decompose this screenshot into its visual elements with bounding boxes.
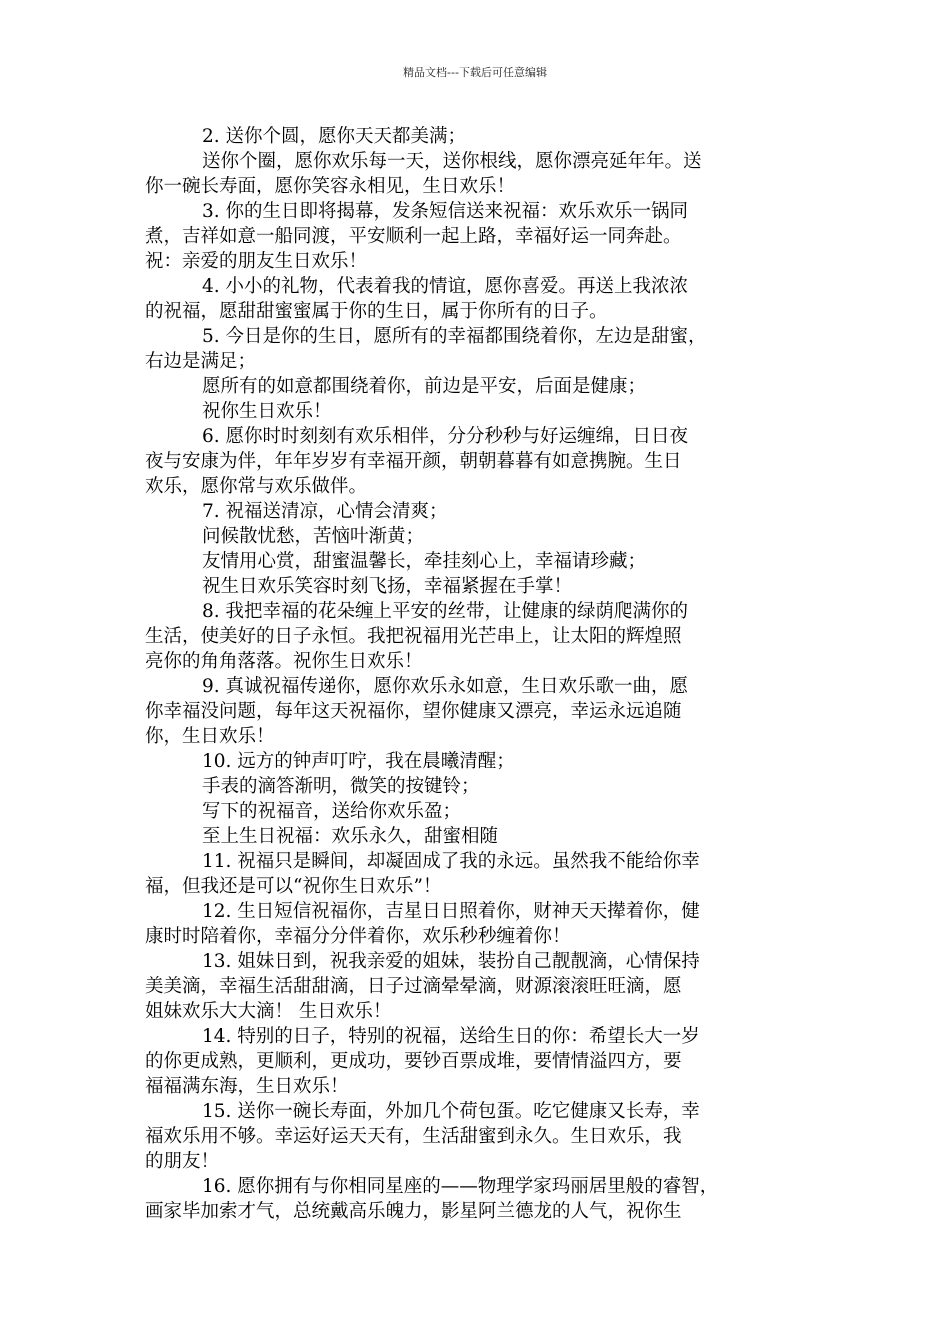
text-line: 16. 愿你拥有与你相同星座的——物理学家玛丽居里般的睿智， xyxy=(202,1176,719,1197)
text-line: 送你个圈，愿你欢乐每一天，送你根线，愿你漂亮延年年。送 xyxy=(202,151,702,172)
text-line: 姐妹欢乐大大滴！ 生日欢乐！ xyxy=(145,1001,392,1022)
text-line: 写下的祝福音，送给你欢乐盈； xyxy=(202,801,462,822)
text-line: 康时时陪着你，幸福分分伴着你，欢乐秒秒缠着你！ xyxy=(145,926,571,947)
text-line: 的你更成熟，更顺利，更成功，要钞百票成堆，要情情溢四方，要 xyxy=(145,1051,682,1072)
text-line: 福，但我还是可以“祝你生日欢乐”！ xyxy=(145,876,442,897)
text-line: 手表的滴答渐明，微笑的按键铃； xyxy=(202,776,480,797)
text-line: 你，生日欢乐！ xyxy=(145,726,275,747)
text-line: 的朋友！ xyxy=(145,1151,220,1172)
text-line: 7. 祝福送清凉，心情会清爽； xyxy=(202,501,448,522)
text-line: 5. 今日是你的生日，愿所有的幸福都围绕着你，左边是甜蜜， xyxy=(202,326,707,347)
text-line: 右边是满足； xyxy=(145,351,257,372)
text-line: 13. 姐妹日到，祝我亲爱的姐妹，装扮自己靓靓滴，心情保持 xyxy=(202,951,700,972)
text-line: 14. 特别的日子，特别的祝福，送给生日的你：希望长大一岁 xyxy=(202,1026,700,1047)
text-line: 4. 小小的礼物，代表着我的情谊，愿你喜爱。再送上我浓浓 xyxy=(202,276,689,297)
text-line: 15. 送你一碗长寿面，外加几个荷包蛋。吃它健康又长寿，幸 xyxy=(202,1101,700,1122)
text-line: 愿所有的如意都围绕着你，前边是平安，后面是健康； xyxy=(202,376,647,397)
text-line: 你一碗长寿面，愿你笑容永相见，生日欢乐！ xyxy=(145,176,516,197)
text-line: 6. 愿你时时刻刻有欢乐相伴，分分秒秒与好运缠绵，日日夜 xyxy=(202,426,689,447)
text-line: 欢乐，愿你常与欢乐做伴。 xyxy=(145,476,368,497)
text-line: 亮你的角角落落。祝你生日欢乐！ xyxy=(145,651,423,672)
document-body xyxy=(145,124,825,1224)
text-line: 画家毕加索才气，总统戴高乐魄力，影星阿兰德龙的人气，祝你生 xyxy=(145,1201,682,1222)
text-line: 8. 我把幸福的花朵缠上平安的丝带，让健康的绿荫爬满你的 xyxy=(202,601,689,622)
text-line: 福福满东海，生日欢乐！ xyxy=(145,1076,349,1097)
text-line: 祝：亲爱的朋友生日欢乐！ xyxy=(145,251,368,272)
text-line: 9. 真诚祝福传递你，愿你欢乐永如意，生日欢乐歌一曲，愿 xyxy=(202,676,689,697)
text-line: 祝你生日欢乐！ xyxy=(202,401,332,422)
text-line: 生活，使美好的日子永恒。我把祝福用光芒串上，让太阳的辉煌照 xyxy=(145,626,682,647)
text-line: 3. 你的生日即将揭幕，发条短信送来祝福：欢乐欢乐一锅同 xyxy=(202,201,689,222)
text-line: 美美滴，幸福生活甜甜滴，日子过滴晕晕滴，财源滚滚旺旺滴，愿 xyxy=(145,976,682,997)
page-header: 精品文档---下载后可任意编辑 xyxy=(403,66,547,79)
text-line: 你幸福没问题，每年这天祝福你，望你健康又漂亮，幸运永远追随 xyxy=(145,701,682,722)
text-line: 夜与安康为伴，年年岁岁有幸福开颜，朝朝暮暮有如意携腕。生日 xyxy=(145,451,682,472)
text-line: 福欢乐用不够。幸运好运天天有，生活甜蜜到永久。生日欢乐，我 xyxy=(145,1126,682,1147)
text-line: 至上生日祝福：欢乐永久，甜蜜相随 xyxy=(202,826,499,847)
text-line: 的祝福，愿甜甜蜜蜜属于你的生日，属于你所有的日子。 xyxy=(145,301,608,322)
text-line: 祝生日欢乐笑容时刻飞扬，幸福紧握在手掌！ xyxy=(202,576,573,597)
text-line: 问候散忧愁，苦恼叶渐黄； xyxy=(202,526,425,547)
text-line: 2. 送你个圆，愿你天天都美满； xyxy=(202,126,467,147)
text-line: 10. 远方的钟声叮咛，我在晨曦清醒； xyxy=(202,751,515,772)
text-line: 友情用心赏，甜蜜温馨长，牵挂刻心上，幸福请珍藏； xyxy=(202,551,647,572)
text-line: 11. 祝福只是瞬间，却凝固成了我的永远。虽然我不能给你幸 xyxy=(202,851,700,872)
text-line: 12. 生日短信祝福你，吉星日日照着你，财神天天撵着你，健 xyxy=(202,901,700,922)
text-line: 煮，吉祥如意一船同渡，平安顺利一起上路，幸福好运一同奔赴。 xyxy=(145,226,682,247)
